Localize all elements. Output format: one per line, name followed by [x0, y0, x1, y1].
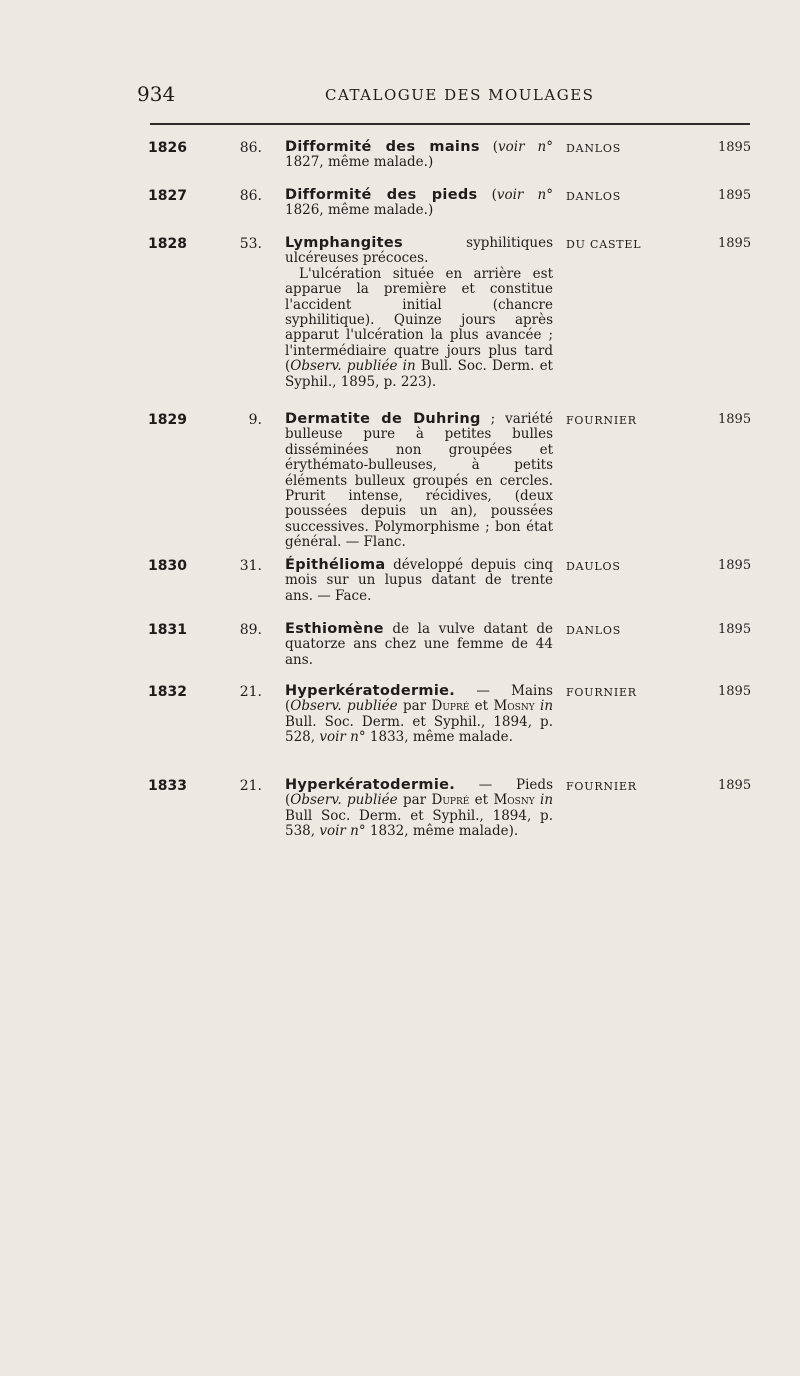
- entry-text: (: [477, 187, 497, 203]
- entry-italic: in: [540, 792, 554, 809]
- entry-description: [285, 412, 553, 551]
- entry-heading: Difformité des mains: [285, 139, 480, 155]
- entry-heading: Épithélioma: [285, 557, 386, 573]
- entry-italic: voir n°: [319, 729, 366, 746]
- entry-text: 1832, même malade).: [365, 823, 519, 840]
- catalogue-number: 1829: [148, 412, 187, 428]
- entry-description: [285, 140, 553, 171]
- entry-text: 1826, même malade.): [285, 202, 434, 219]
- entry-heading: Esthiomène: [285, 621, 384, 637]
- author-name: DU CASTEL: [566, 238, 642, 251]
- author-name: DAULOS: [566, 560, 621, 573]
- author-name: FOURNIER: [566, 780, 637, 793]
- entry-description: [285, 622, 553, 668]
- entry-year: 1895: [718, 622, 752, 637]
- entry-text: — Pieds (: [285, 777, 553, 809]
- entry-description: [285, 558, 553, 604]
- reference-number: 21.: [239, 778, 262, 794]
- page-header: [0, 82, 800, 112]
- entry-text: et: [469, 792, 494, 809]
- entry-description: [285, 778, 553, 840]
- entry-description: [285, 236, 553, 390]
- catalogue-number: 1828: [148, 236, 187, 252]
- entry-text: Bull Soc. Derm. et Syphil., 1894, p. 538,: [285, 807, 553, 840]
- author-reference: Dupré: [431, 698, 470, 715]
- reference-number: 86.: [239, 188, 262, 204]
- author-reference: Mosny: [493, 792, 535, 809]
- catalogue-number: 1826: [148, 140, 187, 156]
- entry-heading: Lymphangites: [285, 235, 403, 251]
- entry-italic: Observ. publiée: [290, 698, 398, 715]
- entry-text: Bull. Soc. Derm. et Syphil., 1895, p. 223).: [285, 358, 553, 390]
- entry-text: 1827, même malade.): [285, 154, 434, 171]
- entry-text: [523, 187, 537, 203]
- catalogue-number: 1832: [148, 684, 187, 700]
- entry-italic: voir n°: [319, 823, 366, 840]
- entry-year: 1895: [718, 684, 752, 699]
- reference-number: 53.: [239, 236, 262, 252]
- entry-italic: Observ. publiée: [290, 792, 398, 809]
- author-reference: Dupré: [431, 792, 470, 809]
- reference-number: 9.: [248, 412, 262, 428]
- author-reference: Mosny: [493, 698, 535, 715]
- entry-heading: Hyperkératodermie.: [285, 683, 456, 699]
- entry-heading: Difformité des pieds: [285, 187, 478, 203]
- entry-text: et: [469, 698, 494, 715]
- entry-text: L'ulcération située en arrière est apparue la première et constitue l'accident initial (chancre syphilitique). Quinze jours après apparut l'ulcération la plus avancée ; l'intermédiaire quatre jours plus tard (: [285, 265, 553, 375]
- catalogue-number: 1830: [148, 558, 187, 574]
- entry-heading: Dermatite de Duhring: [285, 411, 481, 427]
- entry-text: Bull. Soc. Derm. et Syphil., 1894, p. 528,: [285, 713, 553, 746]
- header-rule: [150, 123, 750, 125]
- entry-text: de la vulve datant de quatorze ans chez une femme de 44 ans.: [285, 621, 553, 668]
- page-number: 934: [137, 82, 176, 106]
- entry-paragraph: [285, 267, 553, 390]
- entry-year: 1895: [718, 558, 752, 573]
- entry-italic: in: [540, 698, 554, 715]
- catalogue-number: 1831: [148, 622, 187, 638]
- author-name: DANLOS: [566, 190, 622, 203]
- entry-text: syphilitiques ulcéreuses précoces.: [285, 235, 553, 267]
- entry-description: [285, 684, 553, 746]
- running-title: CATALOGUE DES MOULAGES: [325, 86, 595, 104]
- entry-italic: n°: [537, 139, 553, 155]
- entry-italic: voir: [496, 187, 524, 203]
- author-name: DANLOS: [566, 624, 622, 637]
- reference-number: 21.: [239, 684, 262, 700]
- entry-italic: Observ. publiée in: [290, 358, 416, 375]
- entry-year: 1895: [718, 412, 752, 427]
- entry-text: ; variété bulleuse pure à petites bulles disséminées non groupées et érythémato-bulleuses, à petits éléments bulleux groupés en cercles. Prurit intense, récidives, (deux poussées depuis un an), poussées successives. Polymorphisme ; bon état général. — Flanc.: [285, 411, 553, 551]
- reference-number: 86.: [239, 140, 262, 156]
- entry-text: par: [397, 792, 432, 809]
- author-name: FOURNIER: [566, 686, 637, 699]
- entry-description: [285, 188, 553, 219]
- entry-italic: n°: [537, 187, 553, 203]
- reference-number: 89.: [239, 622, 262, 638]
- catalogue-number: 1833: [148, 778, 187, 794]
- entry-year: 1895: [718, 140, 752, 155]
- entry-text: [525, 139, 538, 155]
- entry-heading: Hyperkératodermie.: [285, 777, 456, 793]
- entry-text: développé depuis cinq mois sur un lupus datant de trente ans. — Face.: [285, 557, 553, 604]
- catalogue-number: 1827: [148, 188, 187, 204]
- entry-year: 1895: [718, 188, 752, 203]
- reference-number: 31.: [239, 558, 262, 574]
- entry-italic: voir: [498, 139, 525, 155]
- entry-year: 1895: [718, 778, 752, 793]
- entry-text: 1833, même malade.: [365, 729, 513, 746]
- author-name: FOURNIER: [566, 414, 637, 427]
- author-name: DANLOS: [566, 142, 622, 155]
- entry-text: — Mains (: [285, 683, 553, 715]
- entry-text: par: [397, 698, 432, 715]
- entry-text: (: [479, 139, 499, 155]
- entry-year: 1895: [718, 236, 752, 251]
